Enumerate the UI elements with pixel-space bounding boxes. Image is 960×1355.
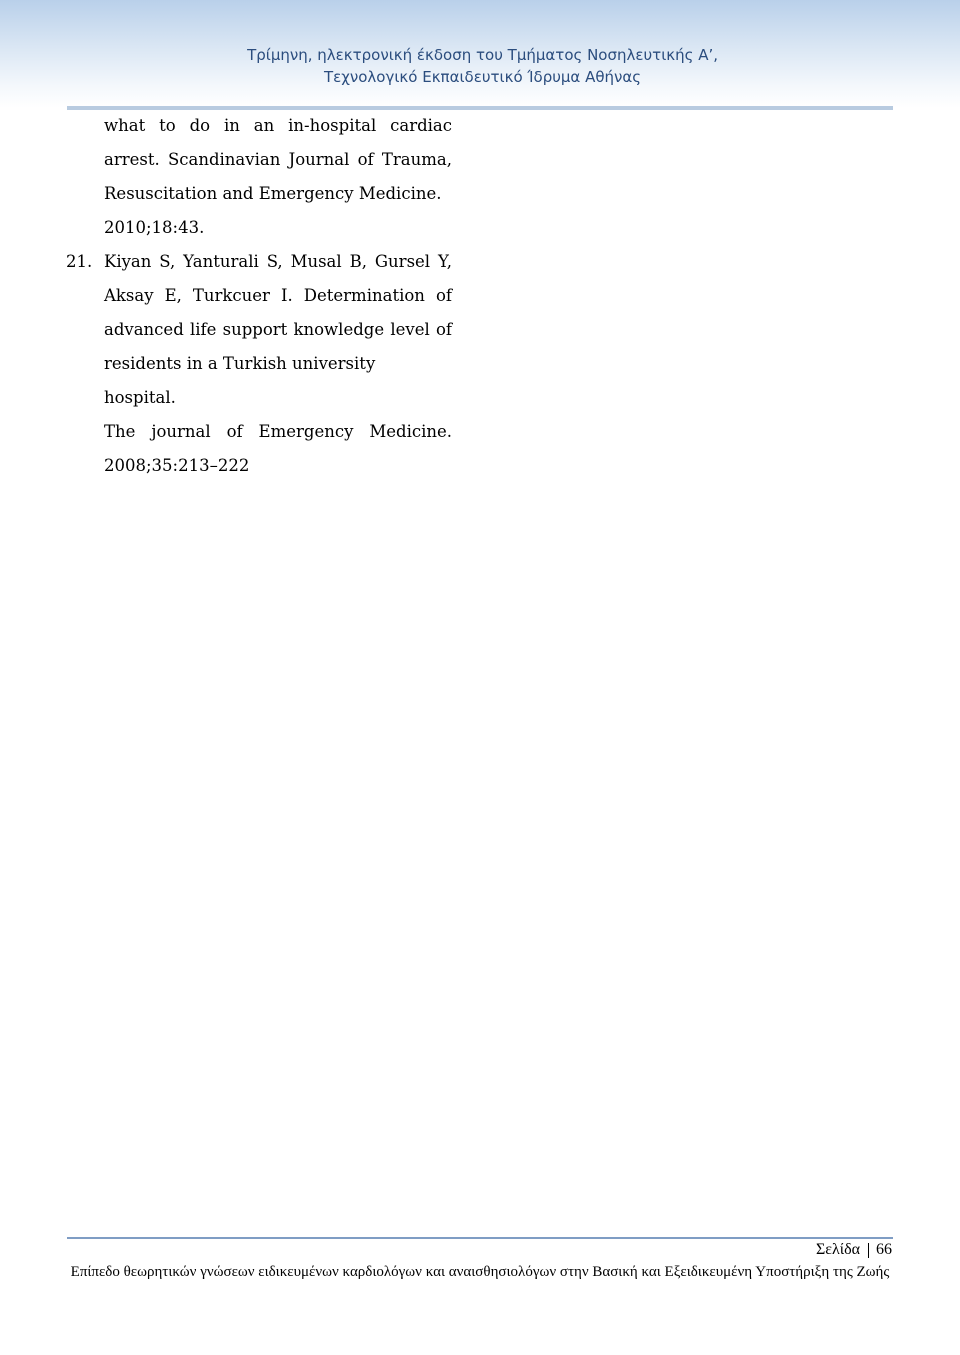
reference-line: The journal of Emergency Medicine. [104, 422, 452, 441]
page-number: 66 [876, 1241, 892, 1258]
reference-line: 2008;35:213–222 [104, 456, 250, 475]
running-footer: Επίπεδο θεωρητικών γνώσεων ειδικευμένων καρδιολόγων και αναισθησιολόγων στην Βασική και Εξειδικευμένη Υποστήριξη της Ζωής [70, 1264, 890, 1280]
reference-line: Resuscitation and Emergency Medicine. [104, 184, 442, 203]
reference-line: arrest. Scandinavian Journal of Trauma, [104, 150, 452, 169]
page-separator [868, 1243, 869, 1258]
reference-continued [66, 106, 452, 245]
reference-line: what to do in an in-hospital cardiac [104, 116, 452, 135]
reference-21 [66, 245, 452, 483]
reference-number: 21. [66, 252, 93, 271]
reference-line: Kiyan S, Yanturali S, Musal B, Gursel Y, [104, 252, 452, 271]
reference-line: advanced life support knowledge level of [104, 320, 452, 339]
footer-rule [67, 1237, 893, 1239]
reference-line: 2010;18:43. [104, 218, 205, 237]
page-number-block [816, 1241, 892, 1259]
reference-line: residents in a Turkish university hospital. [104, 354, 376, 407]
running-header [247, 44, 718, 88]
header-line-1: Τρίμηνη, ηλεκτρονική έκδοση του Τμήματος Νοσηλευτικής Α’, [247, 46, 718, 64]
page-label: Σελίδα [815, 1241, 860, 1258]
reference-line: Aksay E, Turkcuer I. Determination of [104, 286, 452, 305]
reference-list [66, 106, 452, 483]
header-line-2: Τεχνολογικό Εκπαιδευτικό Ίδρυμα Αθήνας [323, 68, 642, 86]
